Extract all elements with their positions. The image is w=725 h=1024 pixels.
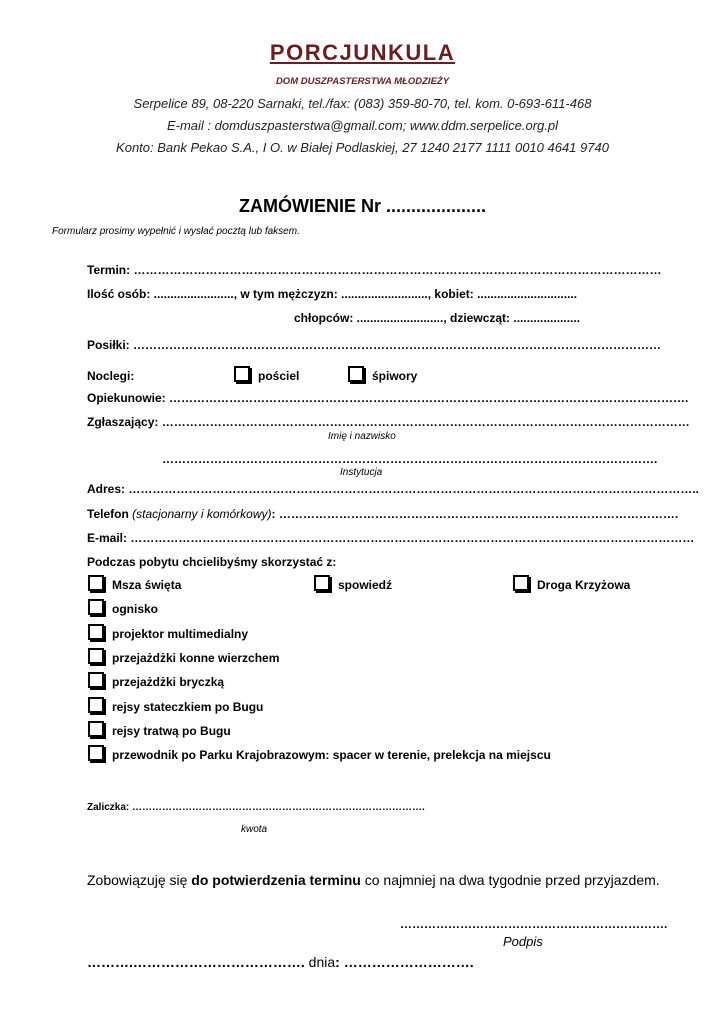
option-posciel[interactable]: [234, 366, 299, 383]
day-colon: :: [335, 954, 340, 970]
service-item[interactable]: [88, 648, 279, 665]
service-item-label: rejsy stateczkiem po Bugu: [112, 700, 264, 714]
order-title: ZAMÓWIENIE Nr ....................: [238, 196, 487, 216]
contact-line: E-mail : domduszpasterstwa@gmail.com; www.ddm.serpelice.org.pl: [166, 118, 559, 133]
service-item[interactable]: [88, 745, 551, 762]
field-zaliczka: Zaliczka: …………………………………………………………………………….: [87, 802, 425, 813]
checkbox-konne[interactable]: [88, 648, 104, 664]
service-item-label: ognisko: [112, 602, 159, 616]
day-label: dnia: [304, 954, 336, 970]
caption-kwota: kwota: [241, 824, 268, 835]
service-droga-krzyzowa[interactable]: [513, 575, 630, 592]
organization-title: PORCJUNKULA: [269, 40, 456, 65]
date-dots: ……………………….: [339, 954, 474, 970]
place-dots: ……….……………………………….: [87, 954, 305, 970]
checkbox-posciel[interactable]: [234, 366, 250, 382]
telefon-label: Telefon: [87, 507, 133, 521]
checkbox-spowiedz[interactable]: [314, 575, 330, 591]
services-heading: Podczas pobytu chcielibyśmy skorzystać z:: [87, 555, 337, 569]
field-ilosc-osob: Ilość osób: ........................, w tym mężczyzn: .........................., kobiet: ..............................: [87, 287, 578, 301]
service-spowiedz-label: spowiedź: [338, 578, 393, 592]
service-item[interactable]: [88, 599, 158, 616]
checkbox-przewodnik[interactable]: [88, 745, 104, 761]
telefon-dots: : ……………………………………………………………………………………….: [271, 507, 679, 521]
checkbox-spiwory[interactable]: [348, 366, 364, 382]
service-item[interactable]: [88, 721, 231, 738]
checkbox-projektor[interactable]: [88, 624, 104, 640]
service-spowiedz[interactable]: [314, 575, 392, 592]
commitment-post: co najmniej na dwa tygodnie przed przyjazdem.: [360, 872, 660, 888]
field-termin: Termin: ……………………………………………………………………………………………………………………: [87, 263, 662, 277]
checkbox-stateczek[interactable]: [88, 697, 104, 713]
commitment-pre: Zobowiązuję się: [87, 872, 192, 888]
service-droga-krzyzowa-label: Droga Krzyżowa: [537, 578, 631, 592]
checkbox-bryczka[interactable]: [88, 672, 104, 688]
address-line: Serpelice 89, 08-220 Sarnaki, tel./fax: (083) 359-80-70, tel. kom. 0-693-611-468: [133, 96, 592, 111]
service-item-label: przejażdżki konne wierzchem: [112, 651, 280, 665]
service-item[interactable]: [88, 624, 248, 641]
field-telefon: [87, 507, 678, 521]
option-posciel-label: pościel: [258, 369, 300, 383]
service-item-label: projektor multimedialny: [112, 627, 249, 641]
field-dzieci: chłopców: .........................., dziewcząt: ....................: [294, 311, 581, 325]
field-email: E-mail: ……………………………………………………………………………………………………………………………: [87, 531, 695, 545]
caption-instytucja: Instytucja: [340, 467, 383, 478]
field-opiekunowie: Opiekunowie: ………………………………………………………………………………………………………………….: [87, 391, 689, 405]
service-item[interactable]: [88, 697, 263, 714]
field-noclegi: Noclegi:: [87, 369, 135, 383]
service-msza[interactable]: [88, 575, 181, 592]
commitment-statement: [87, 872, 660, 888]
checkbox-ognisko[interactable]: [88, 599, 104, 615]
commitment-bold: do potwierdzenia terminu: [191, 872, 361, 888]
organization-subtitle: DOM DUSZPASTERSTWA MŁODZIEŻY: [275, 76, 450, 87]
service-item-label: rejsy tratwą po Bugu: [112, 724, 231, 738]
form-instruction: Formularz prosimy wypełnić i wysłać pocztą lub faksem.: [52, 226, 300, 237]
service-item-label: przewodnik po Parku Krajobrazowym: spacer w terenie, prelekcja na miejscu: [112, 748, 551, 762]
caption-imie-nazwisko: Imię i nazwisko: [328, 431, 396, 442]
field-zglaszajacy: Zgłaszający: ……………………………………………………………………………………………………………………: [87, 415, 690, 429]
checkbox-droga-krzyzowa[interactable]: [513, 575, 529, 591]
place-date-line: [87, 954, 474, 970]
field-posilki: Posiłki: ……………………………………………………………………………………………………………………: [87, 338, 662, 352]
checkbox-msza[interactable]: [88, 575, 104, 591]
signature-line: ………………………………………………………….: [400, 917, 668, 931]
field-adres: Adres: ……………………………………………………………………………………………………………………………..: [87, 482, 700, 496]
option-spiwory[interactable]: [348, 366, 417, 383]
telefon-hint: (stacjonarny i komórkowy): [132, 507, 272, 521]
bank-line: Konto: Bank Pekao S.A., I O. w Białej Podlaskiej, 27 1240 2177 1111 0010 4641 9740: [116, 140, 609, 155]
signature-caption: Podpis: [503, 934, 543, 949]
checkbox-tratwa[interactable]: [88, 721, 104, 737]
service-item[interactable]: [88, 672, 224, 689]
service-msza-label: Msza święta: [112, 578, 182, 592]
field-instytucja: …………………………………………………………………………………………………………….: [162, 452, 658, 466]
option-spiwory-label: śpiwory: [372, 369, 418, 383]
service-item-label: przejażdżki bryczką: [112, 675, 225, 689]
